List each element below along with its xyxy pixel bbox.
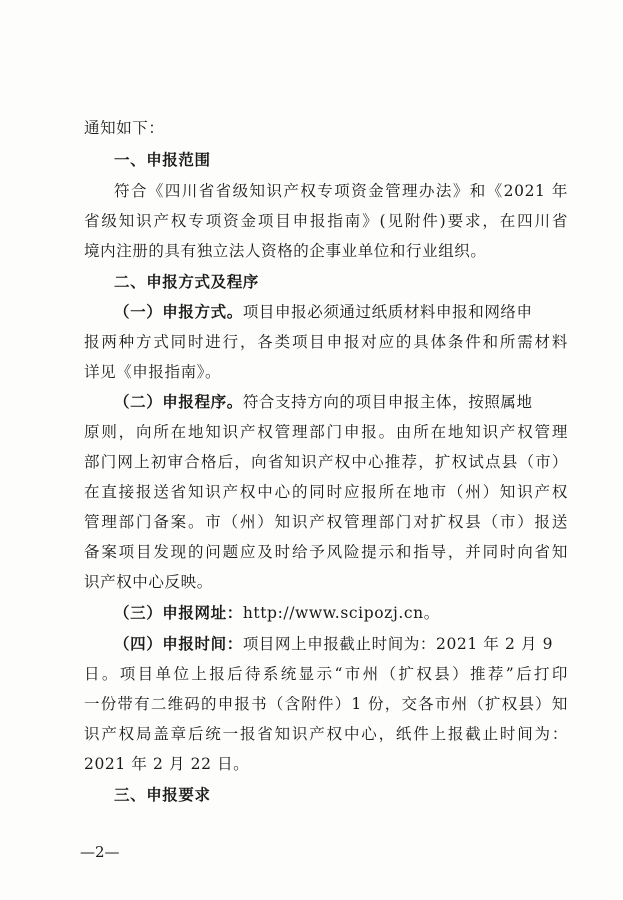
scope-line-1: 符合《四川省省级知识产权专项资金管理办法》和《2021 年: [114, 182, 568, 200]
method-item-1-head: （一）申报方式。: [114, 303, 243, 321]
method-item-2-line-7: 识产权中心反映。: [84, 573, 213, 591]
method-item-3-url: http://www.scipozj.cn。: [242, 604, 440, 622]
method-item-3-line: [0, 603, 623, 623]
method-item-3-head: （三）申报网址：: [114, 604, 243, 622]
method-item-1-line-3: 详见《申报指南》。: [84, 363, 222, 381]
method-item-4-head: （四）申报时间：: [114, 635, 243, 653]
scope-line-3: 境内注册的具有独立法人资格的企事业单位和行业组织。: [84, 242, 487, 260]
method-item-2-first-line: [0, 392, 623, 412]
method-item-4-line-4: 识产权局盖章后统一报省知识产权中心，纸件上报截止时间为：: [84, 725, 568, 743]
page-number: —2—: [80, 843, 120, 861]
section-heading-requirements: 三、申报要求: [114, 786, 211, 804]
method-item-4-line-3: 一份带有二维码的申报书（含附件）1 份，交各市州（扩权县）知: [84, 695, 568, 713]
intro-line: 通知如下：: [84, 119, 165, 137]
method-item-1-line-2: 报两种方式同时进行，各类项目申报对应的具体条件和所需材料: [84, 333, 568, 351]
method-item-2-line-6: 备案项目发现的问题应及时给予风险提示和指导，并同时向省知: [84, 543, 568, 561]
method-item-4-first-line: [0, 634, 623, 654]
method-item-2-line-2: 原则，向所在地知识产权管理部门申报。由所在地知识产权管理: [84, 423, 568, 441]
method-item-2-line-4: 在直接报送省知识产权中心的同时应报所在地市（州）知识产权: [84, 483, 568, 501]
method-item-4-line-2: 日。项目单位上报后待系统显示“市州（扩权县）推荐”后打印: [84, 665, 568, 683]
method-item-2-line-5: 管理部门备案。市（州）知识产权管理部门对扩权县（市）报送: [84, 513, 568, 531]
scope-line-2: 省级知识产权专项资金项目申报指南》(见附件)要求，在四川省: [84, 212, 568, 230]
method-item-4-text: 项目网上申报截止时间为：2021 年 2 月 9: [242, 635, 554, 653]
section-heading-method: 二、申报方式及程序: [114, 273, 259, 291]
method-item-2-line-3: 部门网上初审合格后，向省知识产权中心推荐，扩权试点县（市）: [84, 453, 568, 471]
method-item-2-text: 符合支持方向的项目申报主体，按照属地: [242, 393, 533, 411]
section-heading-scope: 一、申报范围: [114, 151, 211, 169]
method-item-2-head: （二）申报程序。: [114, 393, 243, 411]
method-item-1-first-line: [0, 302, 623, 322]
method-item-1-text: 项目申报必须通过纸质材料申报和网络申: [242, 303, 533, 321]
method-item-4-line-5: 2021 年 2 月 22 日。: [84, 755, 250, 773]
